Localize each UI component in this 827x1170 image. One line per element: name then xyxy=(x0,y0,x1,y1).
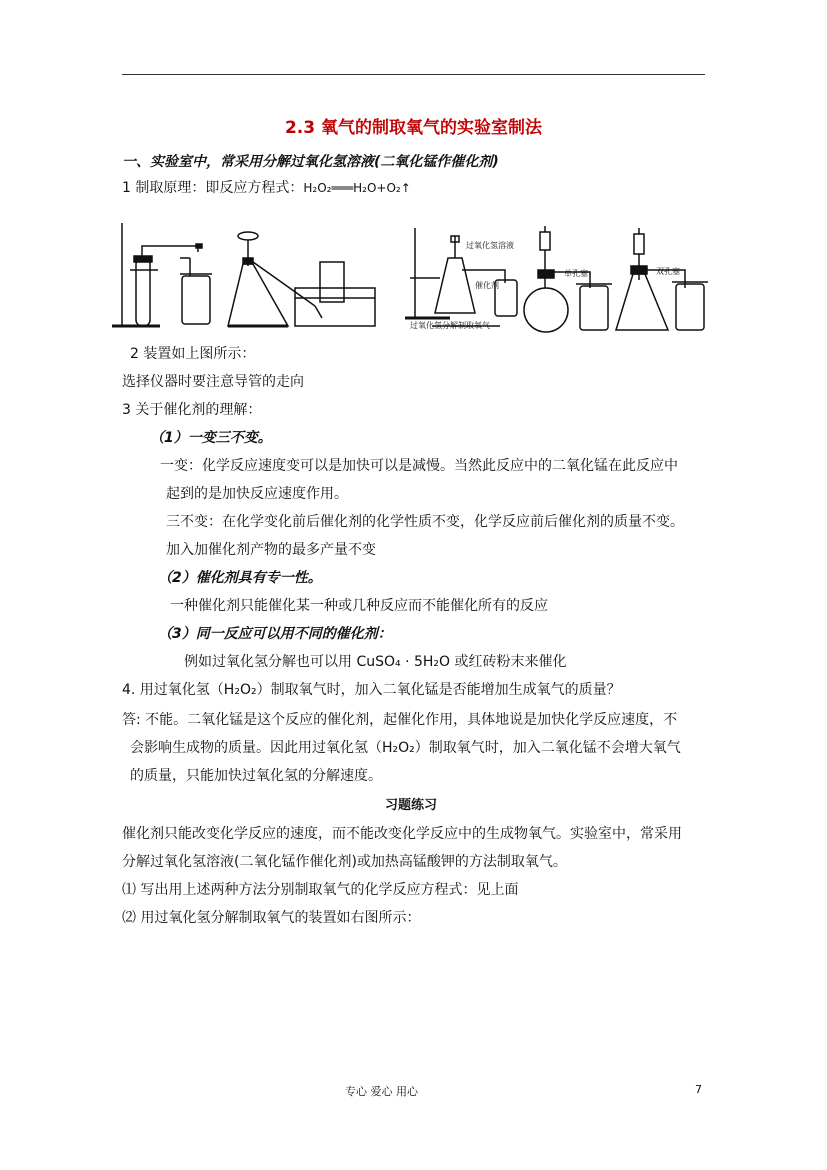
apparatus-diagram xyxy=(110,218,710,336)
label-catalyst: 催化剂 xyxy=(475,281,499,290)
label-h2o2-solution: 过氧化氢溶液 xyxy=(466,241,514,250)
text-line: 一变：化学反应速度变可以是加快可以是减慢。当然此反应中的二氧化锰在此反应中 xyxy=(160,458,678,474)
text-line: 选择仪器时要注意导管的走向 xyxy=(122,374,304,390)
text-line: ⑴ 写出用上述两种方法分别制取氧气的化学反应方程式：见上面 xyxy=(122,882,519,898)
principle-line xyxy=(122,178,411,198)
label-caption: 过氧化氢分解制取氧气 xyxy=(410,321,490,330)
answer-line: 答: 不能。二氧化锰是这个反应的催化剂，起催化作用，具体地说是加快化学反应速度，不 xyxy=(122,712,678,728)
header-rule xyxy=(122,74,705,75)
text-line: 起到的是加快反应速度作用。 xyxy=(166,486,348,502)
text-line: 分解过氧化氢溶液(二氧化锰作催化剂)或加热高锰酸钾的方法制取氧气。 xyxy=(122,854,567,870)
page-number: 7 xyxy=(695,1083,702,1096)
subheading: （1）一变三不变。 xyxy=(150,430,272,446)
principle-equation: H₂O₂═══H₂O+O₂↑ xyxy=(303,181,411,195)
text-line: 三不变：在化学变化前后催化剂的化学性质不变，化学反应前后催化剂的质量不变。 xyxy=(166,514,684,530)
text-line: 加入加催化剂产物的最多产量不变 xyxy=(166,542,376,558)
answer-line: 会影响生成物的质量。因此用过氧化氢（H₂O₂）制取氧气时，加入二氧化锰不会增大氧气 xyxy=(130,740,681,756)
text-line: 一种催化剂只能催化某一种或几种反应而不能催化所有的反应 xyxy=(170,598,548,614)
question: 4. 用过氧化氢（H₂O₂）制取氧气时，加入二氧化锰是否能增加生成氧气的质量？ xyxy=(122,682,621,698)
text-line: ⑵ 用过氧化氢分解制取氧气的装置如右图所示： xyxy=(122,910,421,926)
label-single-stopper: 单孔塞 xyxy=(564,269,588,278)
label-double-stopper: 双孔塞 xyxy=(656,267,680,276)
subheading: （3）同一反应可以用不同的催化剂： xyxy=(158,626,392,642)
subheading: （2）催化剂具有专一性。 xyxy=(158,570,322,586)
text-line: 2 装置如上图所示： xyxy=(130,346,256,362)
section-heading: 一、实验室中，常采用分解过氧化氢溶液(二氧化锰作催化剂) xyxy=(122,154,499,170)
principle-label: 1 制取原理：即反应方程式： xyxy=(122,180,304,196)
text-line: 3 关于催化剂的理解： xyxy=(122,402,262,418)
exercise-title: 习题练习 xyxy=(385,798,438,813)
footer-motto: 专心 爱心 用心 xyxy=(345,1085,418,1098)
page-title: 2.3 氧气的制取氧气的实验室制法 xyxy=(284,118,543,138)
answer-line: 的质量，只能加快过氧化氢的分解速度。 xyxy=(130,768,382,784)
text-line: 催化剂只能改变化学反应的速度，而不能改变化学反应中的生成物氧气。实验室中，常采用 xyxy=(122,826,682,842)
text-line: 例如过氧化氢分解也可以用 CuSO₄ · 5H₂O 或红砖粉末来催化 xyxy=(184,654,567,670)
